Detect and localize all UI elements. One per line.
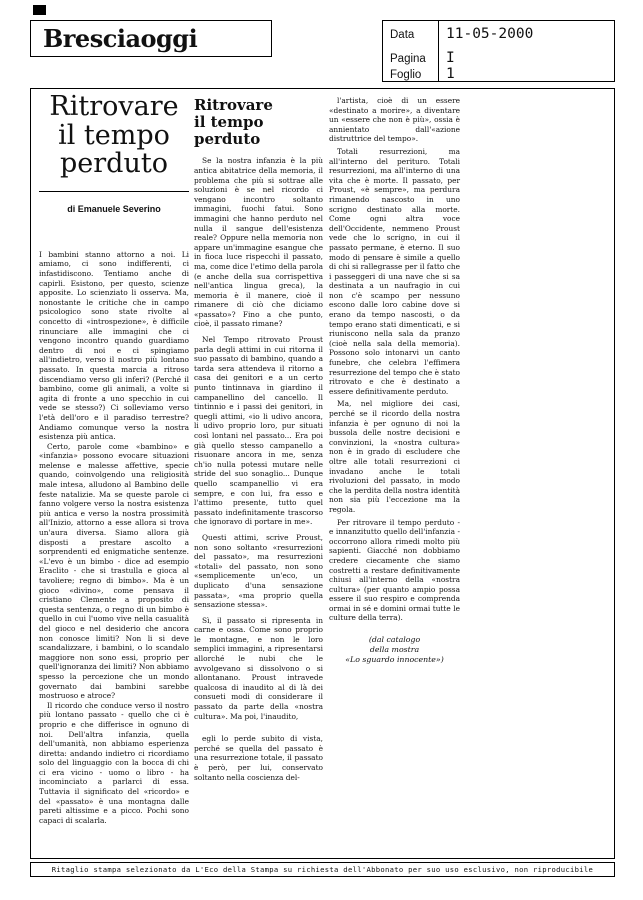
paragraph: Certo, parole come «bambino» e «infanzia» possono evocare situazioni melense e malesse affettive, specie quando, coinvolgendo una religiosità male intesa, alludono al Bambino delle feste natalizie. Ma se queste parole ci fanno volgere verso la nostra esistenza più antica e verso la nostra prossimità all'Inizio, attorno a esse allora si trova un'aura diversa. Siamo allora già disposti a prestare ascolto a sorprendenti ed enigmatiche sentenze. «L'evo è un bimbo - dice ad esempio Eraclito - che si trastulla e gioca al tavoliere; regno di bimbo». Ma è un gioco «divino», come pensava il cristiano Clemente a proposito di questa sentenza, o regno di un bimbo è quello in cui l'uomo vive nella casualità del gioco e nel desiderio che ancora non conosce limiti? Non li si deve scandalizzare, i bambini, o lo scandalo maggiore non sono essi, proprio per quell'ignoranza dei limiti? Non abbiamo spesso la percezione che un mondo governato dai bambini sarebbe mostruoso e atroce? [39, 441, 189, 701]
headline-line-2: il tempo [58, 119, 170, 151]
byline-block [39, 191, 189, 216]
article-column-middle [194, 97, 323, 782]
paragraph: I bambini stanno attorno a noi. Li amiamo, ci sono indifferenti, ci infastidiscono. Tentiamo anche di capirli. Esistono, per questo, scienze apposite. Lo scienziato li osserva. Ma, nonostante le critiche che in campo psicologico sono state rivolte al concetto di «introspezione», è difficile rinunciare alle immagini che ci vengono incontro quando guardiamo dentro di noi e ci spingiamo all'indietro, verso il nostro più lontano passato. In questa marcia a ritroso discendiamo verso gli inferi? (Perché il bambino, come gli animali, a volte si agita di fronte a uno specchio in cui vede se stesso?) Ci solleviamo verso l'età dell'oro e il paradiso terrestre? Andiamo comunque verso la nostra esistenza più antica. [39, 249, 189, 442]
article-headline [39, 93, 189, 179]
date-label: Data [390, 29, 415, 41]
clipping-info-box [382, 20, 615, 82]
info-rows [383, 21, 614, 81]
headline-line-3: perduto [60, 148, 168, 180]
article-column-right [329, 96, 460, 665]
article-clipping [30, 88, 615, 859]
byline: di Emanuele Severino [67, 203, 161, 214]
paragraph: Sì, il passato si ripresenta in carne e ossa. Come sono proprio le montagne, e non le loro semplici immagini, a ripresentarsi allorché le nubi che le avvolgevano si dissolvono o si allontanano. Proust intravede qualcosa di inaudito al di là dei consueti modi di considerare il passato da parte della «nostra cultura». Ma poi, l'inaudito, [194, 615, 323, 721]
paragraph: Nel Tempo ritrovato Proust parla degli attimi in cui ritorna il suo passato di bambino, quando a tarda sera attendeva il ritorno a casa dei genitori e a un certo punto tintinnava in giardino il campanellino del cancello. Il tintinnio e i passi dei genitori, in quegli attimi, «io li udivo ancora, li udivo proprio loro, pur situati così lontani nel passato... Era poi già quello stesso campanello a risuonare ancora in me, senza ch'io nulla potessi mutare nelle stride del suo sonaglio... Dunque quello scampanellio vi era sempre, e con lui, fra esso e l'attimo presente, tutto quel passato indefinitamente trascorso che ignoravo di portare in me». [194, 335, 323, 527]
article-column-left [39, 93, 189, 825]
middle-column-headline [194, 97, 323, 147]
footer-disclaimer: Ritaglio stampa selezionato da L'Eco della Stampa su richiesta dell'Abbonato per suo uso esclusivo, non riproducibile [51, 865, 594, 874]
paragraph: Il ricordo che conduce verso il nostro più lontano passato - quello che ci è proprio e che differisce in ognuno di noi. Dell'altra infanzia, quella dell'umanità, non abbiamo esperienza diretta: andando indietro ci ricordiamo solo del linguaggio con la bocca di chi ci era vicino - uomo o libro - ha incominciato a parlarci di essa. Tuttavia il significato del «ricordo» e del «passato» è una montagna dalle pareti altissime e a picco. Pochi sono capaci di scalarla. [39, 700, 189, 825]
mid-headline-line-1: Ritrovare [194, 96, 273, 114]
credit-line-1: (dal catalogo [368, 635, 421, 645]
right-column-body [329, 96, 460, 623]
headline-line-1: Ritrovare [49, 91, 179, 122]
credit-line-2: della mostra [369, 645, 420, 655]
info-row-page [383, 50, 614, 66]
masthead [30, 20, 272, 57]
left-column-body [39, 250, 189, 826]
paragraph: Totali resurrezioni, ma all'interno del perituro. Totali resurrezioni, ma all'interno di una vita che è morte. Il passato, per Proust, «è sempre», ma perdura rimanendo nascosto in uno scrigno destinato alla morte. Come ogni altra voce dell'Occidente, nemmeno Proust vede che lo scrigno, in cui il passato permane, è eterno. Il suo modo di pensare è simile a quello di chi si rallegrasse per il fatto che i passeggeri di una nave che si sa destinata a un naufragio in cui non c'è scampo per nessuno escono dalle loro cabine dove si erano da tempo nascosti, o da tempo erano stati dimenticati, e si riuniscono nella sala da pranzo (cioè nella sala della memoria). Possono solo intonarvi un canto funebre, che celebra l'effimera resurrezione del tempo che è stato ritrovato e che è destinato a essere definitivamente perduto. [329, 146, 460, 396]
sheet-label: Foglio [390, 69, 422, 81]
registration-mark [33, 5, 46, 15]
credit-line-3: «Lo sguardo innocente») [345, 655, 444, 665]
sheet-value: 1 [446, 66, 455, 82]
info-row-date [383, 26, 614, 50]
mid-headline-line-2: il tempo perduto [194, 112, 264, 148]
paragraph: egli lo perde subito di vista, perché se quella del passato è una resurrezione totale, il passato è però, per lui, conservato soltanto nella coscienza del- [194, 734, 323, 782]
page-value: I [446, 50, 455, 66]
middle-column-body [194, 156, 323, 782]
date-value: 11-05-2000 [446, 26, 534, 42]
info-row-sheet [383, 66, 614, 82]
paragraph: l'artista, cioè di un essere «destinato a morire», a diventare un «essere che non è più», ossia è annientato dall'«azione distruttrice del tempo». [329, 96, 460, 144]
page-label: Pagina [390, 53, 426, 65]
paragraph: Per ritrovare il tempo perduto - e innanzitutto quello dell'infanzia - occorrono allora rimedi molto più sapienti. Giacché non dobbiamo credere ciecamente che siamo costretti a restare definitivamente chiusi all'interno della «nostra cultura» (per quanto ampio possa essere il suo respiro e comprenda ormai in sé e domini ormai tutte le culture della terra). [329, 517, 460, 623]
footer-strip [30, 862, 615, 877]
paragraph: Se la nostra infanzia è la più antica abitatrice della memoria, il problema che più si sottrae alle soluzioni è se nel ricordo ci vengano incontro soltanto immagini, fuochi fatui. Sono immagini che hanno perduto nel nulla il sangue dell'esistenza reale? Oppure nella memoria non appare un'immagine esangue che in fioca luce rispecchi il passato, ma, come dice l'etimo della parola (e anche della sua corrispettiva nell'antica lingua greca), la memoria è il manere, cioè il rimanere di ciò che diciamo «passato»? Fino a che punto, cioè, il passato rimane? [194, 156, 323, 329]
article-credit [329, 635, 460, 665]
paragraph: Questi attimi, scrive Proust, non sono soltanto «resurrezioni del passato», ma resurrezioni «totali» del passato, non sono «semplicemente un'eco, un duplicato d'una sensazione passata», «ma proprio quella sensazione stessa». [194, 532, 323, 610]
masthead-title: Bresciaoggi [43, 24, 198, 53]
paragraph: Ma, nel migliore dei casi, perché se il ricordo della nostra infanzia è per ognuno di noi la bussola delle nostre decisioni e convinzioni, la «nostra cultura» non è in grado di escludere che oltre alle totali resurrezioni ci invadano anche le totali rivoluzioni del passato, in modo che la perdita della nostra identità non sia più l'eccezione ma la regola. [329, 399, 460, 514]
